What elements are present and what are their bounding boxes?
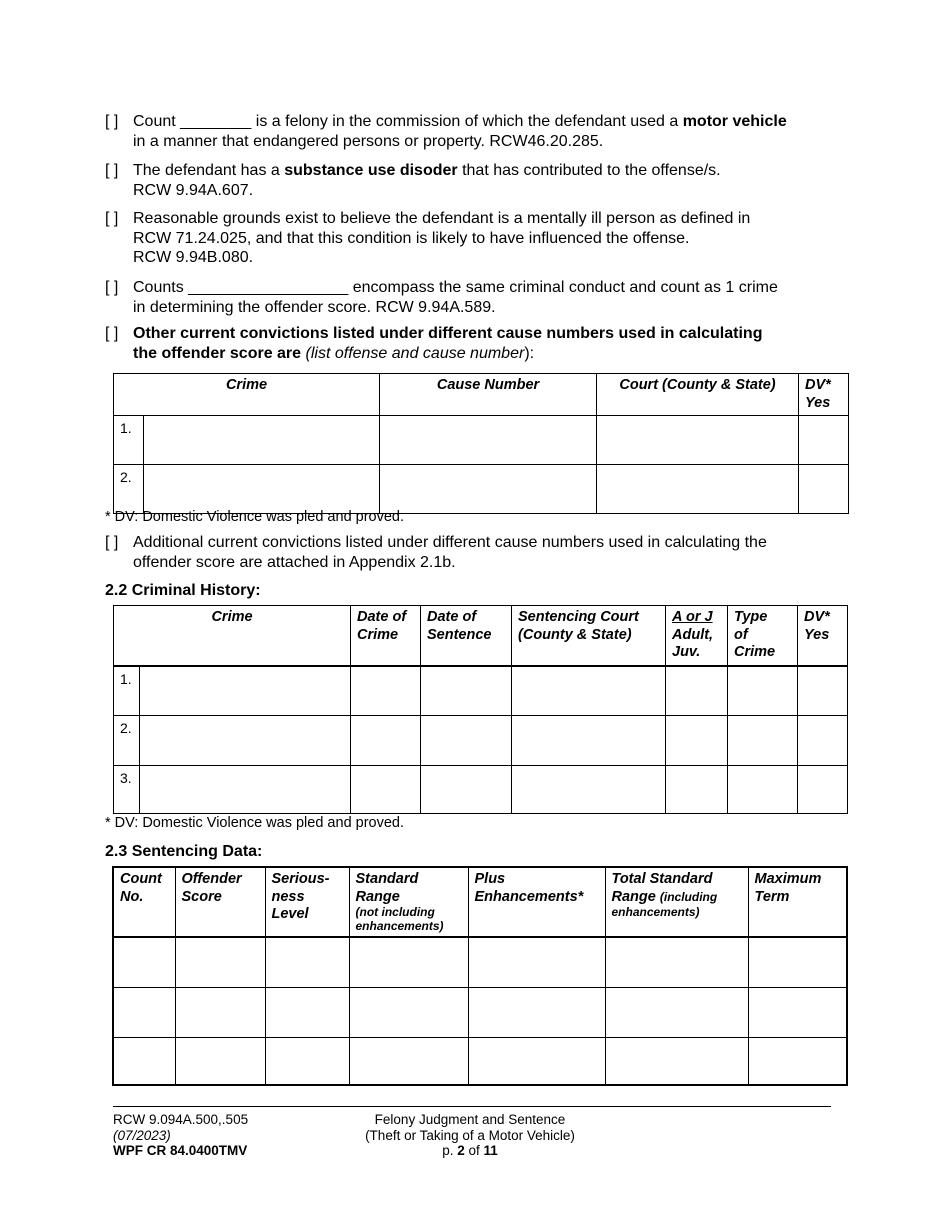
col-dv: DV* Yes bbox=[798, 606, 848, 666]
cell-date-sentence[interactable] bbox=[421, 716, 512, 766]
cell-offender[interactable] bbox=[175, 937, 265, 987]
footer-left bbox=[113, 1112, 248, 1159]
additional-text-2: offender score are attached in Appendix 2.1b. bbox=[133, 553, 456, 571]
footer-center bbox=[320, 1112, 620, 1159]
cell-count[interactable] bbox=[113, 987, 175, 1037]
col-date-of-sentence: Date of Sentence bbox=[421, 606, 512, 666]
motor-vehicle-text-2: in a manner that endangered persons or property. RCW46.20.285. bbox=[133, 132, 604, 150]
cell-standard[interactable] bbox=[349, 937, 468, 987]
row-number: 2. bbox=[114, 465, 144, 514]
same-conduct-text-2: in determining the offender score. RCW 9.94A.589. bbox=[133, 298, 496, 316]
row-number: 2. bbox=[114, 716, 140, 766]
cell-max[interactable] bbox=[748, 937, 847, 987]
col-adult-juv: A or J Adult, Juv. bbox=[666, 606, 728, 666]
other-convictions-finding bbox=[105, 324, 845, 363]
cell-serious[interactable] bbox=[265, 937, 349, 987]
same-conduct-text-1: Counts __________________ encompass the same criminal conduct and count as 1 crime bbox=[133, 279, 778, 296]
cell-serious[interactable] bbox=[265, 987, 349, 1037]
cell-dv[interactable] bbox=[799, 465, 849, 514]
checkbox[interactable]: [ ] bbox=[105, 534, 119, 551]
col-standard-range: Standard Range (not including enhancements) bbox=[349, 867, 468, 937]
additional-convictions-finding bbox=[105, 533, 845, 572]
cell-aorj[interactable] bbox=[666, 716, 728, 766]
cell-court[interactable] bbox=[597, 465, 799, 514]
cell-type[interactable] bbox=[728, 666, 798, 716]
same-conduct-finding bbox=[105, 278, 845, 317]
mental-illness-finding bbox=[105, 209, 845, 268]
cell-date-crime[interactable] bbox=[351, 666, 421, 716]
cell-serious[interactable] bbox=[265, 1037, 349, 1085]
col-crime: Crime bbox=[114, 374, 380, 416]
checkbox[interactable]: [ ] bbox=[105, 162, 119, 179]
cell-date-crime[interactable] bbox=[351, 716, 421, 766]
other-convictions-end: ): bbox=[524, 344, 535, 362]
col-court: Court (County & State) bbox=[597, 374, 799, 416]
cell-date-crime[interactable] bbox=[351, 766, 421, 814]
substance-text-2: that has contributed to the offense/s. bbox=[457, 162, 721, 179]
table-row bbox=[113, 937, 847, 987]
col-cause-number: Cause Number bbox=[380, 374, 597, 416]
col-dv: DV* Yes bbox=[799, 374, 849, 416]
dv-note: * DV: Domestic Violence was pled and proved. bbox=[105, 509, 405, 525]
cell-dv[interactable] bbox=[798, 666, 848, 716]
checkbox[interactable]: [ ] bbox=[105, 113, 119, 130]
cell-offender[interactable] bbox=[175, 987, 265, 1037]
mental-rcw: RCW 9.94B.080. bbox=[133, 249, 254, 266]
cell-max[interactable] bbox=[748, 1037, 847, 1085]
cell-max[interactable] bbox=[748, 987, 847, 1037]
col-offender-score: Offender Score bbox=[175, 867, 265, 937]
other-convictions-table bbox=[113, 373, 849, 514]
col-seriousness-level: Serious- ness Level bbox=[265, 867, 349, 937]
cell-count[interactable] bbox=[113, 937, 175, 987]
cell-type[interactable] bbox=[728, 716, 798, 766]
motor-vehicle-bold: motor vehicle bbox=[682, 113, 787, 130]
col-type-of-crime: Type of Crime bbox=[728, 606, 798, 666]
col-total-standard-range: Total Standard Range (including enhancements) bbox=[605, 867, 748, 937]
footer-subtitle: (Theft or Taking of a Motor Vehicle) bbox=[365, 1127, 575, 1143]
checkbox[interactable]: [ ] bbox=[105, 325, 119, 342]
motor-vehicle-text: Count ________ is a felony in the commission of which the defendant used a bbox=[133, 113, 683, 130]
cell-court[interactable] bbox=[512, 716, 666, 766]
table-row bbox=[114, 465, 849, 514]
footer-form-number: WPF CR 84.0400TMV bbox=[113, 1143, 248, 1158]
dv-note: * DV: Domestic Violence was pled and proved. bbox=[105, 815, 405, 831]
cell-court[interactable] bbox=[597, 416, 799, 465]
cell-total[interactable] bbox=[605, 987, 748, 1037]
other-convictions-italic: (list offense and cause number bbox=[305, 344, 525, 362]
other-convictions-bold-2: the offender score are bbox=[133, 344, 302, 362]
cell-count[interactable] bbox=[113, 1037, 175, 1085]
section-heading-sentencing-data: 2.3 Sentencing Data: bbox=[105, 843, 263, 860]
col-plus-enhancements: Plus Enhancements* bbox=[468, 867, 605, 937]
col-sentencing-court: Sentencing Court (County & State) bbox=[512, 606, 666, 666]
col-count-no: Count No. bbox=[113, 867, 175, 937]
cell-aorj[interactable] bbox=[666, 766, 728, 814]
cell-aorj[interactable] bbox=[666, 666, 728, 716]
substance-text: The defendant has a bbox=[133, 162, 285, 179]
cell-plus[interactable] bbox=[468, 1037, 605, 1085]
substance-bold: substance use disoder bbox=[284, 162, 458, 179]
row-number: 1. bbox=[114, 416, 144, 465]
mental-text-2: RCW 71.24.025, and that this condition is likely to have influenced the offense. bbox=[133, 229, 690, 247]
cell-plus[interactable] bbox=[468, 987, 605, 1037]
motor-vehicle-finding bbox=[105, 112, 845, 151]
cell-offender[interactable] bbox=[175, 1037, 265, 1085]
cell-dv[interactable] bbox=[798, 716, 848, 766]
checkbox[interactable]: [ ] bbox=[105, 210, 119, 227]
col-date-of-crime: Date of Crime bbox=[351, 606, 421, 666]
other-convictions-bold-1: Other current convictions listed under different cause numbers used in calculating bbox=[133, 325, 763, 342]
table-row bbox=[114, 766, 848, 814]
cell-date-sentence[interactable] bbox=[421, 666, 512, 716]
footer-rule bbox=[113, 1106, 831, 1107]
criminal-history-table bbox=[113, 605, 848, 814]
cell-crime[interactable] bbox=[140, 716, 351, 766]
cell-crime[interactable] bbox=[144, 416, 380, 465]
cell-cause[interactable] bbox=[380, 416, 597, 465]
cell-plus[interactable] bbox=[468, 937, 605, 987]
table-row bbox=[114, 416, 849, 465]
additional-text-1: Additional current convictions listed under different cause numbers used in calculating the bbox=[133, 534, 767, 551]
cell-cause[interactable] bbox=[380, 465, 597, 514]
footer-rcw: RCW 9.094A.500,.505 bbox=[113, 1112, 249, 1127]
substance-rcw: RCW 9.94A.607. bbox=[133, 181, 254, 199]
section-heading-criminal-history: 2.2 Criminal History: bbox=[105, 582, 261, 599]
cell-standard[interactable] bbox=[349, 1037, 468, 1085]
cell-crime[interactable] bbox=[144, 465, 380, 514]
footer-page-number: p. 2 of 11 bbox=[442, 1143, 498, 1158]
cell-type[interactable] bbox=[728, 766, 798, 814]
cell-court[interactable] bbox=[512, 766, 666, 814]
cell-standard[interactable] bbox=[349, 987, 468, 1037]
checkbox[interactable]: [ ] bbox=[105, 279, 119, 296]
cell-dv[interactable] bbox=[798, 766, 848, 814]
cell-date-sentence[interactable] bbox=[421, 766, 512, 814]
cell-total[interactable] bbox=[605, 937, 748, 987]
table-row bbox=[113, 987, 847, 1037]
table-row bbox=[114, 666, 848, 716]
row-number: 1. bbox=[114, 666, 140, 716]
row-number: 3. bbox=[114, 766, 140, 814]
cell-crime[interactable] bbox=[140, 666, 351, 716]
table-row bbox=[113, 1037, 847, 1085]
cell-crime[interactable] bbox=[140, 766, 351, 814]
footer-date: (07/2023) bbox=[113, 1127, 171, 1143]
col-maximum-term: Maximum Term bbox=[748, 867, 847, 937]
footer-title: Felony Judgment and Sentence bbox=[374, 1112, 566, 1127]
table-row bbox=[114, 716, 848, 766]
cell-total[interactable] bbox=[605, 1037, 748, 1085]
mental-text-1: Reasonable grounds exist to believe the defendant is a mentally ill person as defined in bbox=[133, 210, 751, 227]
col-crime: Crime bbox=[114, 606, 351, 666]
substance-use-finding bbox=[105, 161, 845, 200]
cell-dv[interactable] bbox=[799, 416, 849, 465]
sentencing-data-table bbox=[112, 866, 848, 1086]
cell-court[interactable] bbox=[512, 666, 666, 716]
